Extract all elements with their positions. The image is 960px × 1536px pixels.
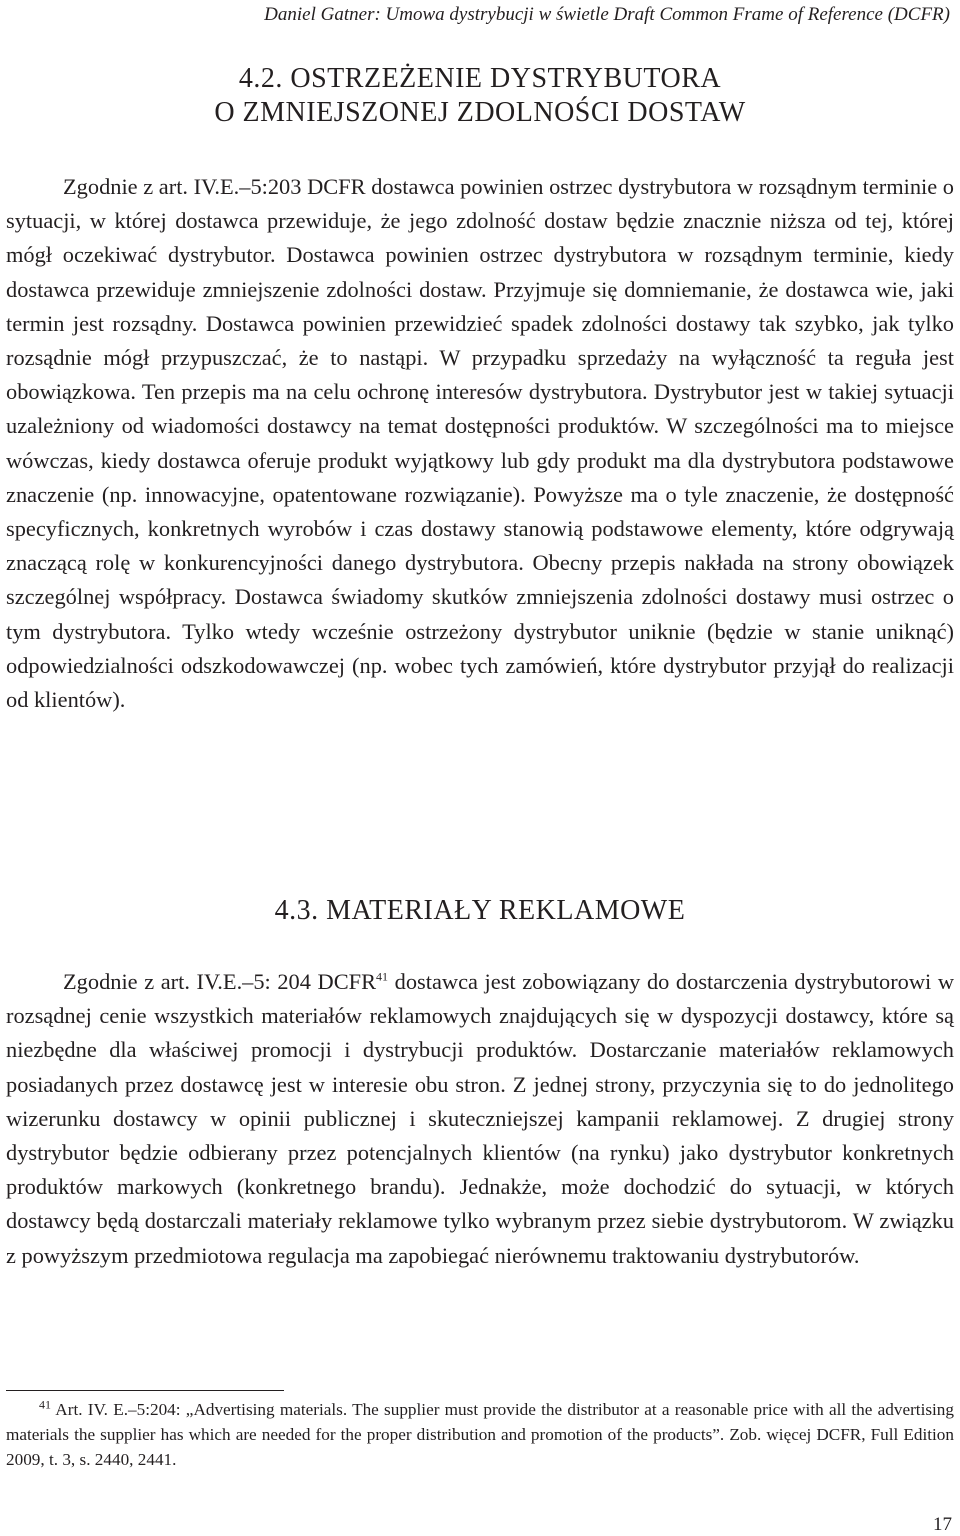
paragraph-body: dostawca jest zobowiązany do dostarczenia dystrybutorowi w rozsądnej cenie wszystkich materiałów reklamowych znajdujących się w dyspozycji dostawcy, które są niezbędne dla właściwej promocji i dystrybucji produktów. Dostarczanie materiałów reklamowych posiadanych przez dostawcę jest w interesie obu stron. Z jednej strony, przyczynia się to do jednolitego wizerunku dostawcy w opinii publicznej i skuteczniejszej kampanii reklamowej. Z drugiej strony dystrybutor będzie odbierany przez potencjalnych klientów (na rynku) jako dystrybutor konkretnych produktów markowych (konkretnego brandu). Jednakże, może dochodzić do sytuacji, w których dostawcy będą dostarczali materiały reklamowe tylko wybranym przez siebie dystrybutorom. W związku z powyższym przedmiotowa regulacja ma zapobiegać nierównemu traktowaniu dystrybutorów. [6,969,954,1268]
running-header: Daniel Gatner: Umowa dystrybucji w świetle Draft Common Frame of Reference (DCFR) [264,4,950,25]
section-4-3-paragraph [6,965,954,1273]
paragraph-lead: Zgodnie z art. IV.E.–5: 204 DCFR [63,969,377,994]
footnote-separator [6,1390,284,1391]
footnote-reference[interactable]: 41 [376,969,389,984]
footnote-marker: 41 [39,1397,51,1412]
section-title-4-2 [0,62,960,130]
section-title-line-1: 4.2. OSTRZEŻENIE DYSTRYBUTORA [238,63,722,94]
section-4-2-paragraph: Zgodnie z art. IV.E.–5:203 DCFR dostawca powinien ostrzec dystrybutora w rozsądnym terminie o sytuacji, w której dostawca przewiduje, że jego zdolność dostaw będzie znacznie niższa od tej, której mógł oczekiwać dystrybutor. Dostawca powinien ostrzec dystrybutora w rozsądnym terminie, kiedy dostawca przewiduje zmniejszenie zdolności dostaw. Przyjmuje się domniemanie, że dostawca wie, jaki termin jest rozsądny. Dostawca powinien przewidzieć spadek zdolności dostawy tak szybko, jak tylko rozsądnie mógł przypuszczać, że to nastąpi. W przypadku sprzedaży na wyłączność ta reguła jest obowiązkowa. Ten przepis ma na celu ochronę interesów dystrybutora. Dystrybutor jest w takiej sytuacji uzależniony od wiadomości dostawcy na temat dostępności produktów. W szczególności ma to miejsce wówczas, kiedy dostawca oferuje produkt wyjątkowy lub gdy produkt ma dla dystrybutora podstawowe znaczenie (np. innowacyjne, opatentowane rozwiązanie). Powyższe ma o tyle znaczenie, że dostępność specyficznych, konkretnych wyrobów i czas dostawy stanowią podstawowe elementy, które odgrywają znaczącą rolę w konkurencyjności danego dystrybutora. Obecny przepis nakłada na strony obowiązek szczególnej współpracy. Dostawca świadomy skutków zmniejszenia zdolności dostawy musi ostrzec o tym dystrybutora. Tylko wtedy wcześnie ostrzeżony dystrybutor uniknie (będzie w stanie uniknąć) odpowiedzialności odszkodowawczej (np. wobec tych zamówień, które dystrybutor przyjął do realizacji od klientów). [6,174,954,713]
section-title-line-2: O ZMNIEJSZONEJ ZDOLNOŚCI DOSTAW [214,97,746,128]
page-number: 17 [933,1514,952,1535]
footnote [6,1397,954,1472]
section-title-4-3 [0,894,960,928]
section-title-text: 4.3. MATERIAŁY REKLAMOWE [274,895,686,926]
footnote-text: Art. IV. E.–5:204: „Advertising materials. The supplier must provide the distributor at a reasonable price with all the advertising materials the supplier has which are needed for the proper distribution and promotion of the products”. Zob. więcej DCFR, Full Edition 2009, t. 3, s. 2440, 2441. [6,1400,954,1469]
